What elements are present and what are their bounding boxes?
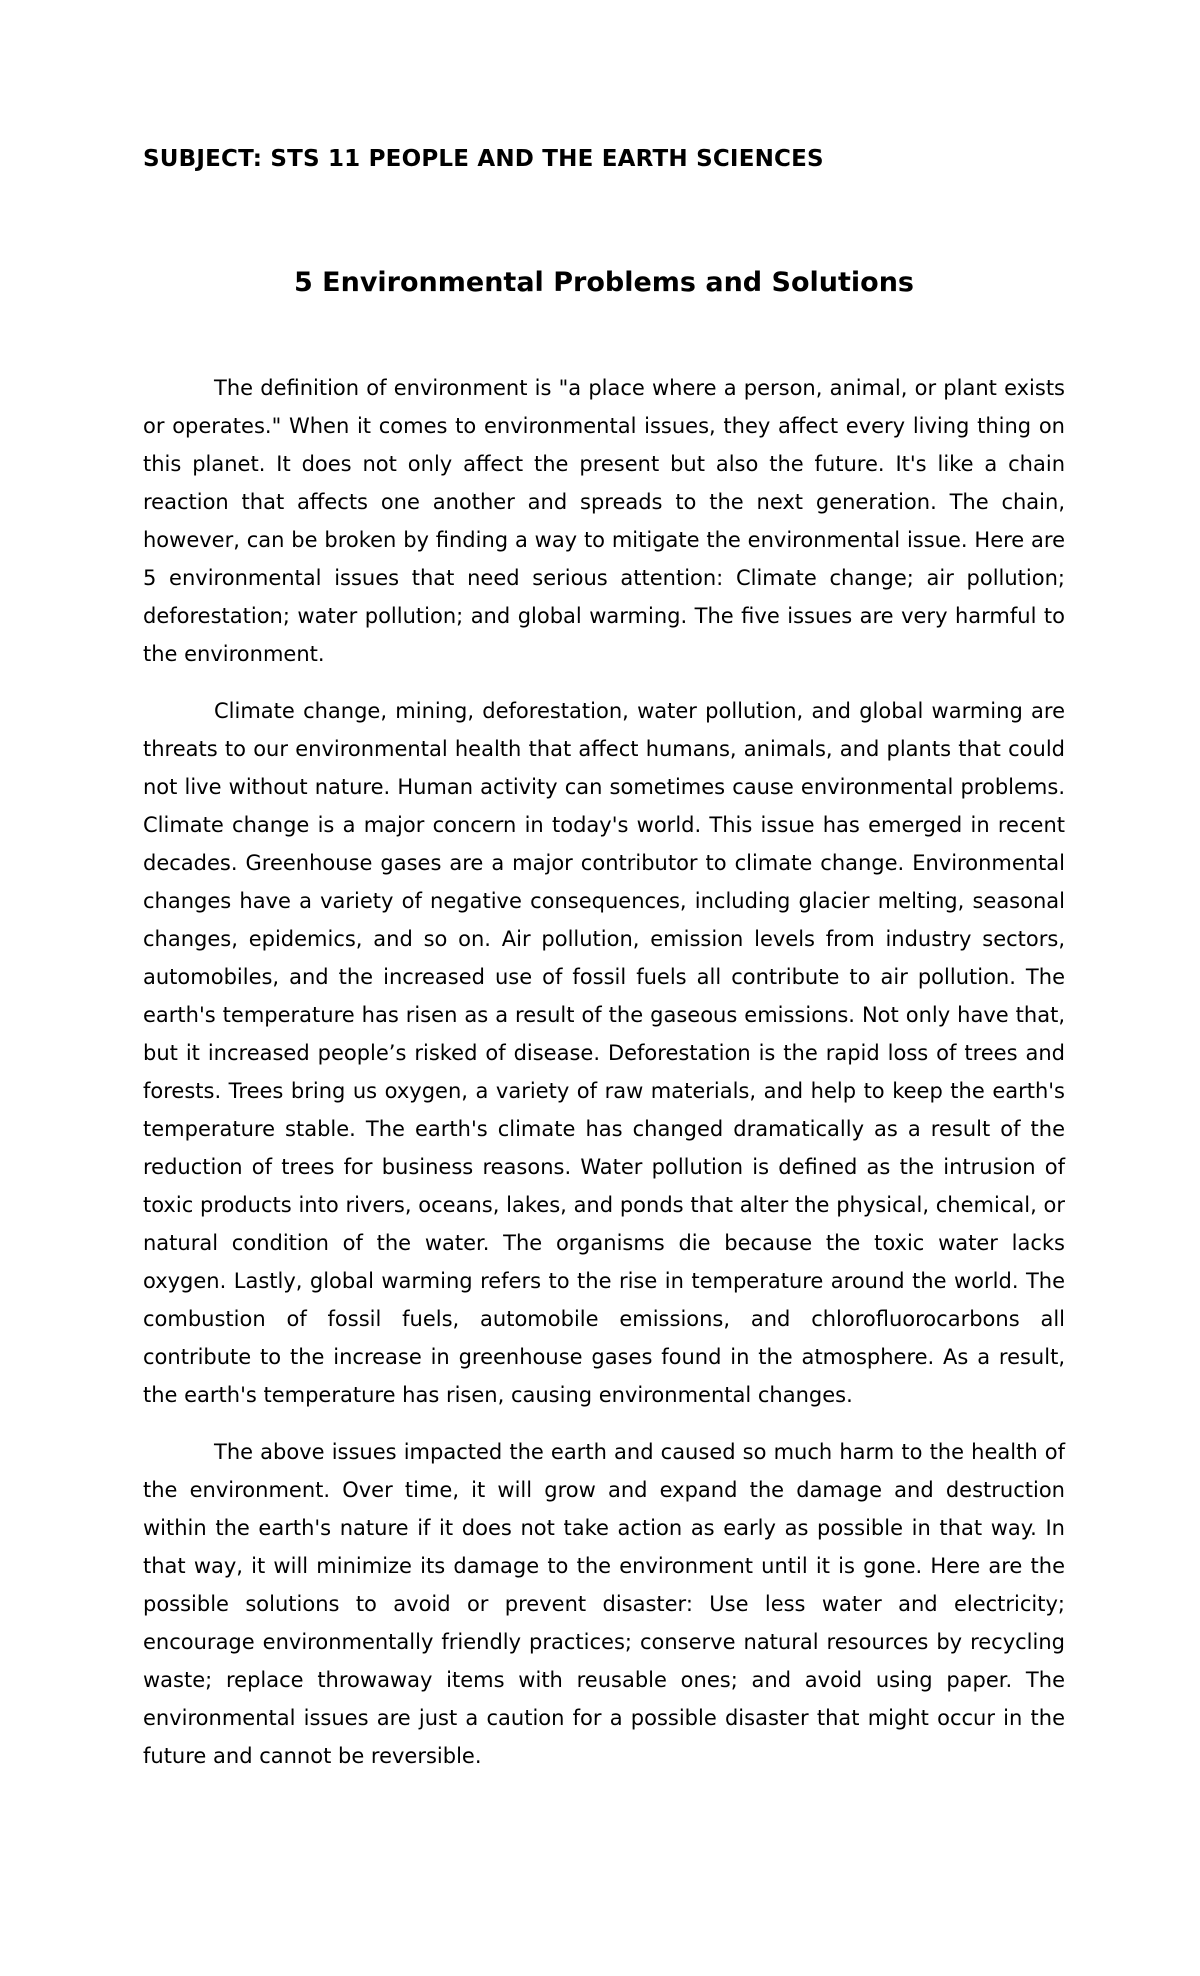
subject-heading: SUBJECT: STS 11 PEOPLE AND THE EARTH SCIENCES: [143, 146, 824, 172]
paragraph-introduction: The definition of environment is "a place where a person, animal, or plant exists or operates." When it comes to environmental issues, they affect every living thing on this planet. It does not only affect the present but also the future. It's like a chain reaction that affects one another and spreads to the next generation. The chain, however, can be broken by finding a way to mitigate the environmental issue. Here are 5 environmental issues that need serious attention: Climate change; air pollution; deforestation; water pollution; and global warming. The five issues are very harmful to the environment.: [143, 376, 1065, 666]
paragraph-problems: Climate change, mining, deforestation, water pollution, and global warming are threats to our environmental health that affect humans, animals, and plants that could not live without nature. Human activity can sometimes cause environmental problems. Climate change is a major concern in today's world. This issue has emerged in recent decades. Greenhouse gases are a major contributor to climate change. Environmental changes have a variety of negative consequences, including glacier melting, seasonal changes, epidemics, and so on. Air pollution, emission levels from industry sectors, automobiles, and the increased use of fossil fuels all contribute to air pollution. The earth's temperature has risen as a result of the gaseous emissions. Not only have that, but it increased people’s risked of disease. Deforestation is the rapid loss of trees and forests. Trees bring us oxygen, a variety of raw materials, and help to keep the earth's temperature stable. The earth's climate has changed dramatically as a result of the reduction of trees for business reasons. Water pollution is defined as the intrusion of toxic products into rivers, oceans, lakes, and ponds that alter the physical, chemical, or natural condition of the water. The organisms die because the toxic water lacks oxygen. Lastly, global warming refers to the rise in temperature around the world. The combustion of fossil fuels, automobile emissions, and chlorofluorocarbons all contribute to the increase in greenhouse gases found in the atmosphere. As a result, the earth's temperature has risen, causing environmental changes.: [143, 699, 1065, 1407]
paragraph-solutions: The above issues impacted the earth and caused so much harm to the health of the environment. Over time, it will grow and expand the damage and destruction within the earth's nature if it does not take action as early as possible in that way. In that way, it will minimize its damage to the environment until it is gone. Here are the possible solutions to avoid or prevent disaster: Use less water and electricity; encourage environmentally friendly practices; conserve natural resources by recycling waste; replace throwaway items with reusable ones; and avoid using paper. The environmental issues are just a caution for a possible disaster that might occur in the future and cannot be reversible.: [143, 1440, 1065, 1768]
document-body: [143, 369, 1065, 1794]
document-title: 5 Environmental Problems and Solutions: [293, 267, 915, 298]
